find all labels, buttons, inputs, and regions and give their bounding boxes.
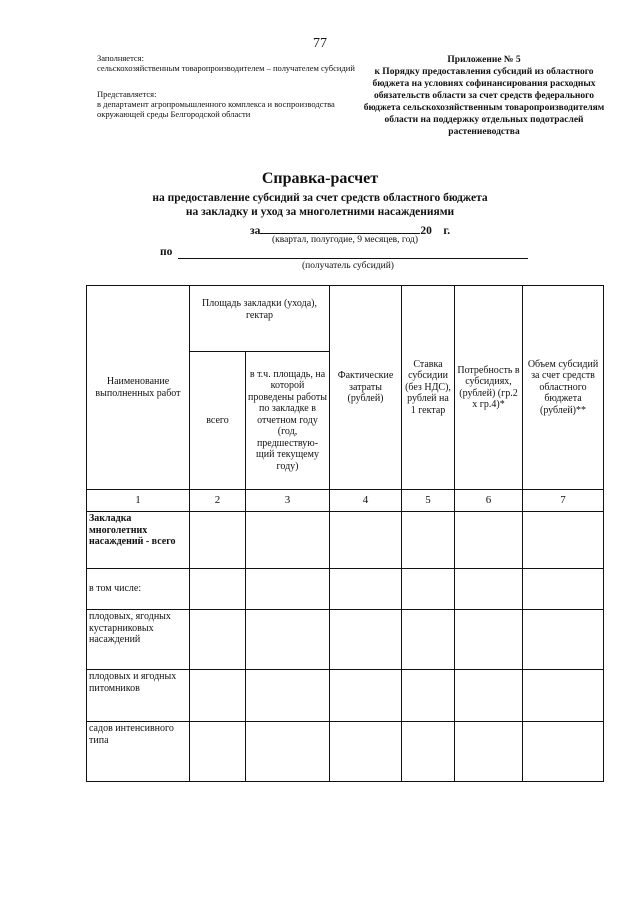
- table-cell[interactable]: [330, 722, 402, 782]
- filled-by-text: сельскохозяйственным товаропроизводителем – получателем субсидий: [97, 63, 355, 73]
- table-cell[interactable]: [190, 670, 246, 722]
- column-number: 4: [330, 490, 402, 512]
- filled-by-label: Заполняется:: [97, 53, 144, 63]
- page-number: 77: [313, 36, 327, 51]
- table-cell[interactable]: [402, 569, 455, 610]
- table-cell[interactable]: [246, 610, 330, 670]
- header-subsidy-rate: Ставка субсидии (без НДС), рублей на 1 гектар: [402, 286, 455, 490]
- table-cell[interactable]: [330, 670, 402, 722]
- header-area-total: всего: [190, 352, 246, 490]
- header-work-name: Наименование выполненных работ: [87, 286, 190, 490]
- table-cell[interactable]: [246, 722, 330, 782]
- table-cell[interactable]: [330, 512, 402, 569]
- table-cell[interactable]: [402, 610, 455, 670]
- column-number: 5: [402, 490, 455, 512]
- table-cell[interactable]: [455, 512, 523, 569]
- row-label-intensive-orchards: садов интенсивного типа: [87, 722, 190, 782]
- document-subtitle-1: на предоставление субсидий за счет средств областного бюджета: [152, 192, 488, 204]
- table-cell[interactable]: [523, 610, 604, 670]
- period-hint: (квартал, полугодие, 9 месяцев, год): [271, 235, 419, 245]
- table-cell[interactable]: [402, 670, 455, 722]
- table-cell[interactable]: [190, 610, 246, 670]
- table-row: [87, 569, 604, 610]
- period-year-prefix: 20: [420, 225, 432, 237]
- table-cell[interactable]: [455, 670, 523, 722]
- document-subtitle-2: на закладку и уход за многолетними насаждениями: [185, 206, 455, 218]
- table-cell[interactable]: [455, 610, 523, 670]
- header-area-current: в т.ч. площадь, на которой проведены работы по закладке в отчетном году (год, предшествую-щий текущему году): [246, 352, 330, 490]
- period-prefix: за: [250, 225, 261, 237]
- table-row: [87, 722, 604, 782]
- table-row: [87, 512, 604, 569]
- table-cell[interactable]: [330, 569, 402, 610]
- table-cell[interactable]: [246, 512, 330, 569]
- table-cell[interactable]: [246, 569, 330, 610]
- recipient-blank[interactable]: [178, 258, 528, 259]
- appendix-reference: к Порядку предоставления субсидий из областного бюджета на условиях софинансирования расходных обязательств области за счет средств федерального бюджета сельскохозяйственным товаропроизводителям области на поддержку отдельных подотраслей растениеводства: [363, 67, 605, 137]
- document-title: Справка-расчет: [261, 170, 379, 187]
- row-label-nurseries: плодовых и ягодных питомников: [87, 670, 190, 722]
- table-cell[interactable]: [190, 722, 246, 782]
- calculation-table: [86, 285, 604, 782]
- submitted-to-text: в департамент агропромышленного комплекса и воспроизводства окружающей среды Белгородской области: [97, 99, 335, 119]
- table-cell[interactable]: [190, 512, 246, 569]
- submitted-to-label: Представляется:: [97, 89, 157, 99]
- table-cell[interactable]: [523, 569, 604, 610]
- table-cell[interactable]: [402, 722, 455, 782]
- table-row: [87, 670, 604, 722]
- filled-by-block: [97, 53, 367, 119]
- row-label-planting-total: Закладка многолетних насаждений - всего: [87, 512, 190, 569]
- table-cell[interactable]: [523, 670, 604, 722]
- header-subsidy-volume: Объем субсидий за счет средств областного бюджета (рублей)**: [523, 286, 604, 490]
- column-number: 3: [246, 490, 330, 512]
- table-cell[interactable]: [330, 610, 402, 670]
- header-actual-costs: Фактические затраты (рублей): [330, 286, 402, 490]
- row-label-including: в том числе:: [87, 569, 190, 610]
- recipient-prefix: по: [160, 246, 173, 258]
- header-area-group: Площадь закладки (ухода), гектар: [190, 286, 330, 352]
- table-cell[interactable]: [523, 512, 604, 569]
- column-number: 2: [190, 490, 246, 512]
- table-row: [87, 610, 604, 670]
- period-year-suffix: г.: [443, 225, 451, 237]
- table-cell[interactable]: [455, 569, 523, 610]
- table-cell[interactable]: [402, 512, 455, 569]
- table-cell[interactable]: [523, 722, 604, 782]
- appendix-number: Приложение № 5: [447, 55, 521, 65]
- header-subsidy-need: Потребность в субсидиях, (рублей) (гр.2 х гр.4)*: [455, 286, 523, 490]
- column-number: 7: [523, 490, 604, 512]
- column-number: 6: [455, 490, 523, 512]
- recipient-hint: (получатель субсидий): [302, 261, 394, 271]
- table-cell[interactable]: [246, 670, 330, 722]
- table-cell[interactable]: [190, 569, 246, 610]
- row-label-fruit-berry-shrubs: плодовых, ягодных кустарниковых насаждений: [87, 610, 190, 670]
- column-number-row: [87, 490, 604, 512]
- period-blank[interactable]: [260, 222, 420, 234]
- appendix-block: [358, 54, 610, 138]
- column-number: 1: [87, 490, 190, 512]
- table-cell[interactable]: [455, 722, 523, 782]
